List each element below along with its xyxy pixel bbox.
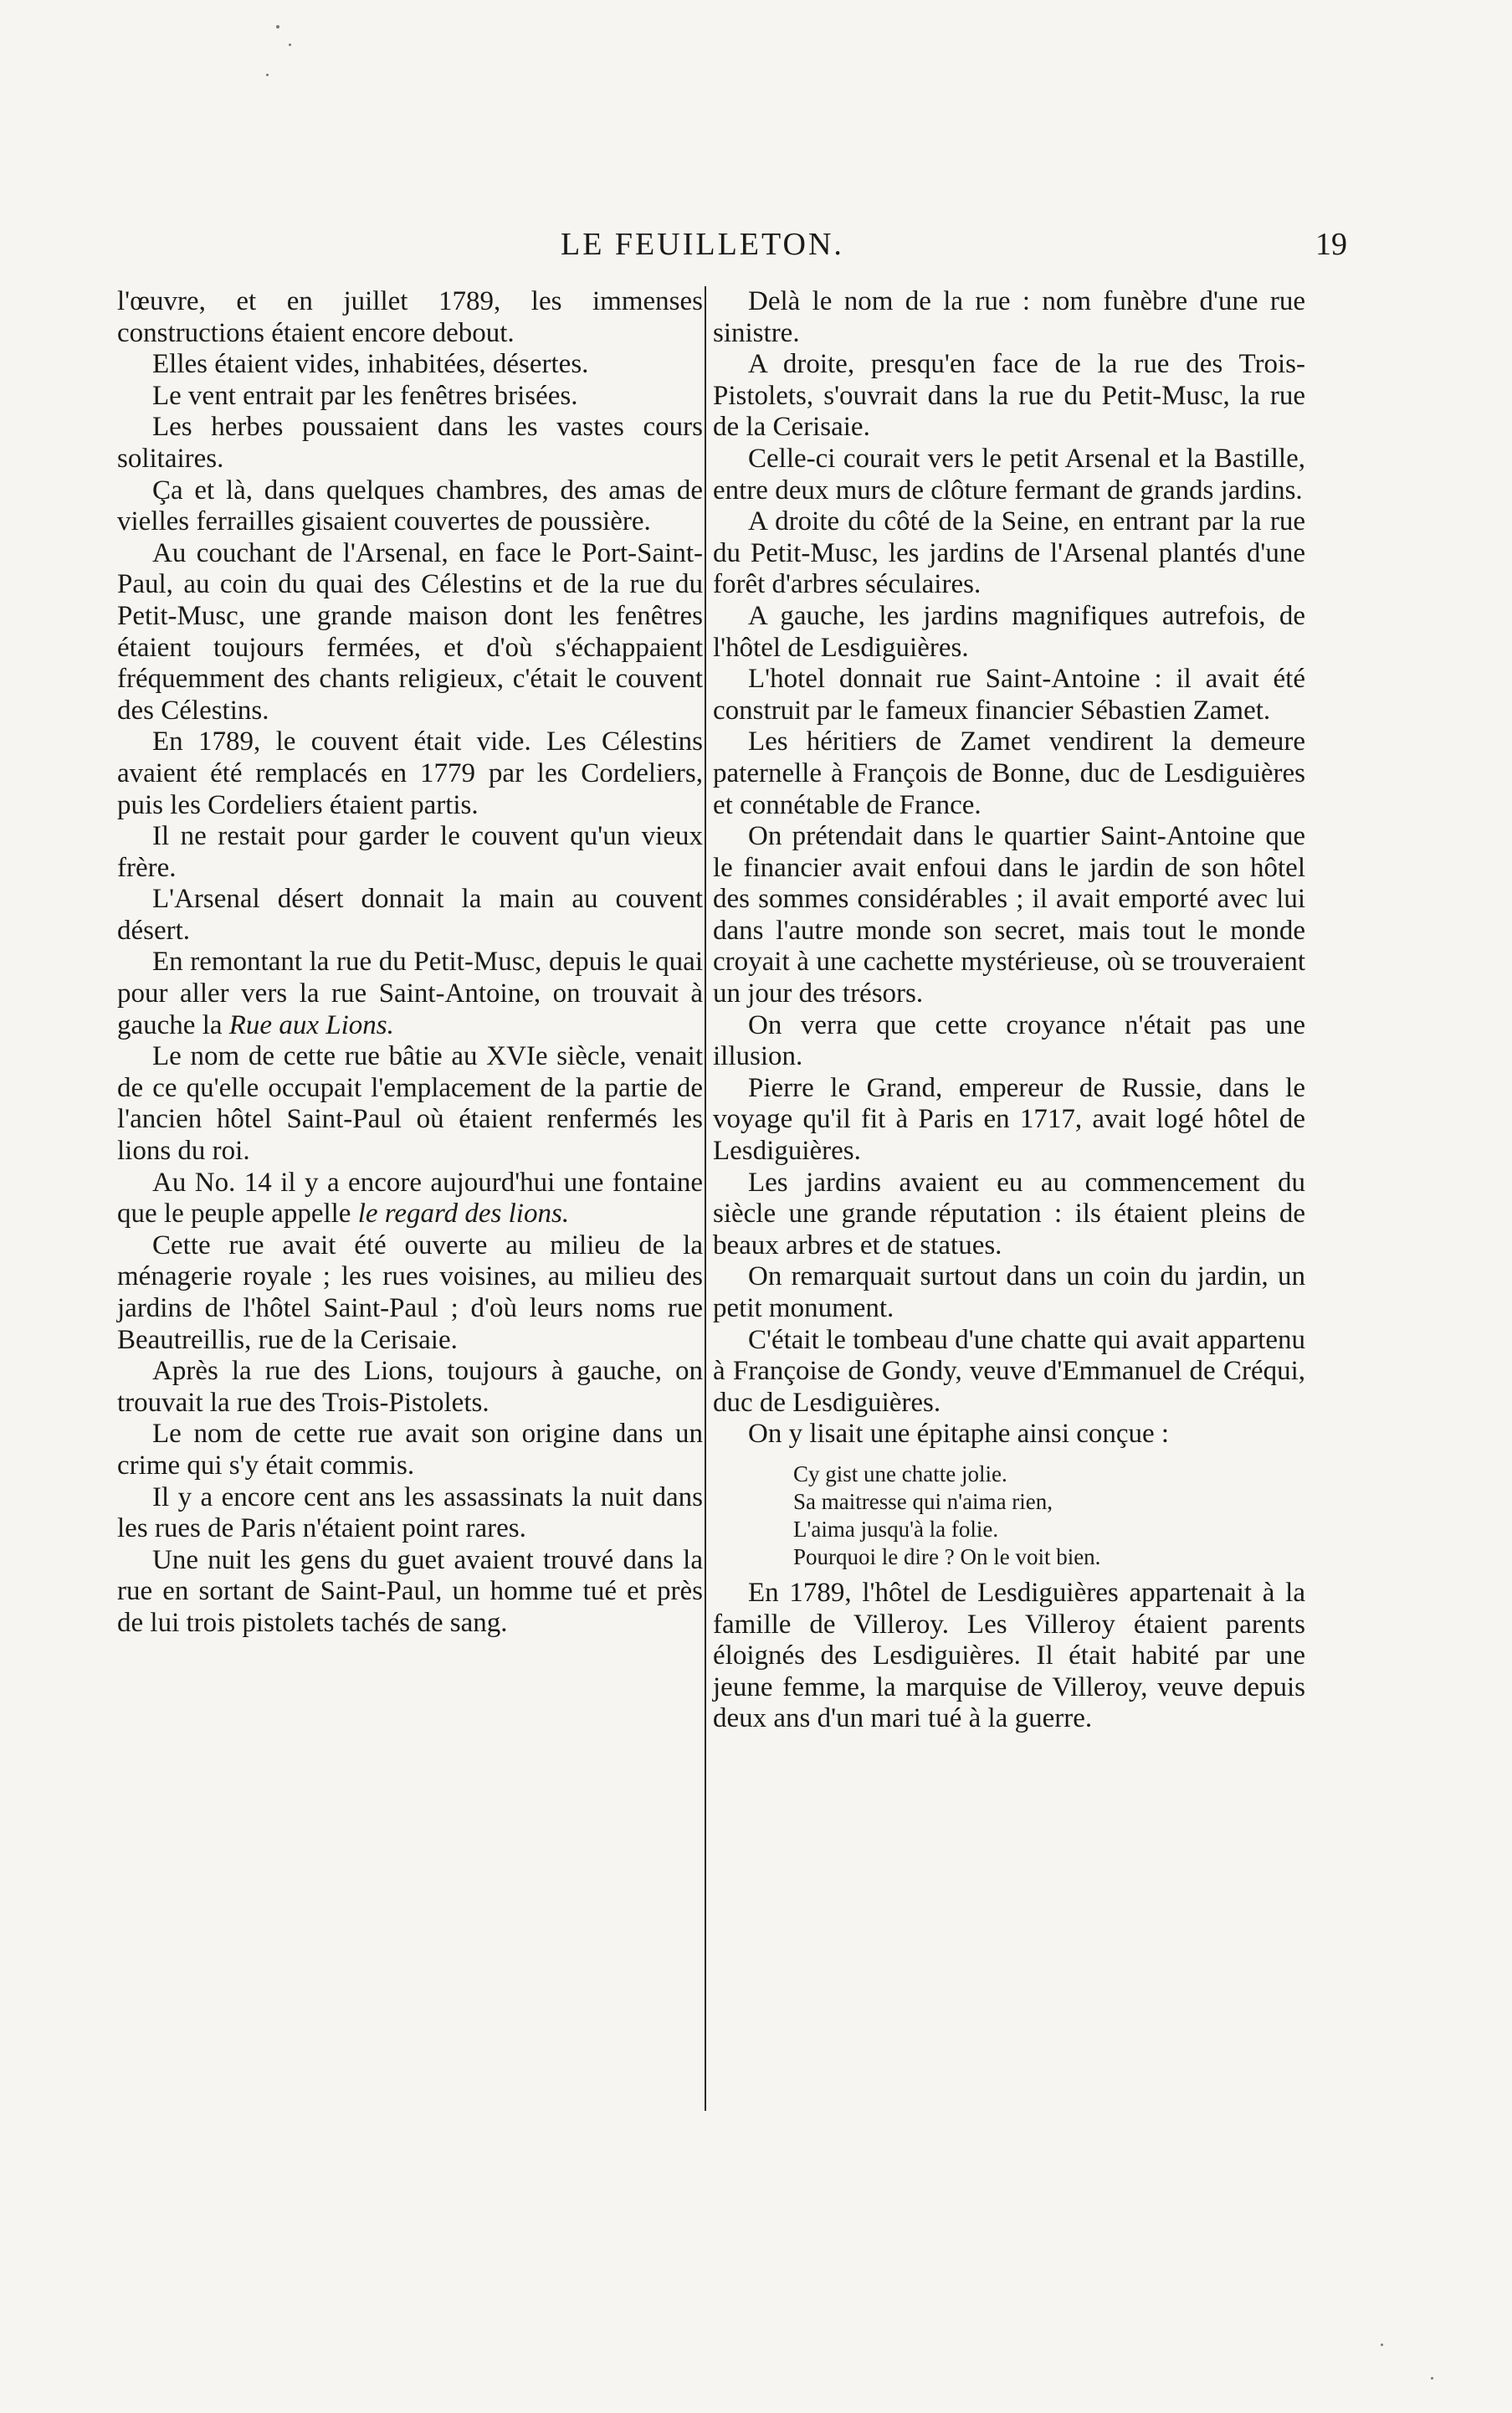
- running-title: LE FEUILLETON.: [561, 227, 844, 262]
- paragraph: [713, 1419, 1305, 1450]
- paragraph: [713, 1578, 1305, 1735]
- right-paragraphs-top: [713, 286, 1305, 1450]
- paragraph-text: Les jardins avaient eu au commencement du siècle une grande réputation : ils étaient pleins de beaux arbres et de statues.: [713, 1167, 1305, 1260]
- paragraph-text: Pierre le Grand, empereur de Russie, dans le voyage qu'il fit à Paris en 1717, avait logé hôtel de Lesdiguières.: [713, 1072, 1305, 1167]
- print-speck: [266, 74, 269, 76]
- paragraph-text: Au No. 14 il y a encore aujourd'hui une fontaine que le peuple appelle: [117, 1167, 703, 1230]
- italic-text: Rue aux Lions.: [228, 1009, 394, 1040]
- paragraph-text: On verra que cette croyance n'était pas une illusion.: [713, 1009, 1305, 1072]
- poem-line: Sa maitresse qui n'aima rien,: [793, 1488, 1053, 1514]
- paragraph-text: On remarquait surtout dans un coin du jardin, un petit monument.: [713, 1261, 1305, 1323]
- paragraph-text: Les herbes poussaient dans les vastes cours solitaires.: [117, 412, 703, 474]
- left-column: [117, 286, 703, 1640]
- paragraph: [117, 1230, 703, 1356]
- paragraph: [713, 349, 1305, 444]
- paragraph-text: Les héritiers de Zamet vendirent la demeure paternelle à François de Bonne, duc de Lesdiguières et connétable de France.: [713, 726, 1305, 820]
- paragraph-text: En 1789, le couvent était vide. Les Célestins avaient été remplacés en 1779 par les Cordeliers, puis les Cordeliers étaient partis.: [117, 726, 703, 820]
- paragraph: [713, 821, 1305, 1010]
- paragraph: [713, 1010, 1305, 1073]
- poem-line: L'aima jusqu'à la folie.: [793, 1516, 999, 1542]
- column-rule: [705, 286, 706, 2111]
- paragraph-text: En remontant la rue du Petit-Musc, depuis le quai pour aller vers la rue Saint-Antoine, on trouvait à gauche la: [117, 947, 703, 1040]
- paragraph: [117, 947, 703, 1041]
- poem-line: Pourquoi le dire ? On le voit bien.: [793, 1543, 1101, 1569]
- paragraph: [117, 1545, 703, 1640]
- paragraph: [713, 1168, 1305, 1262]
- page-header: [117, 226, 1347, 273]
- paragraph: [117, 1168, 703, 1230]
- paragraph-text: A droite du côté de la Seine, en entrant par la rue du Petit-Musc, les jardins de l'Arsenal plantés d'une forêt d'arbres séculaires.: [713, 506, 1305, 600]
- paragraph: [713, 1073, 1305, 1168]
- paragraph-text: Le nom de cette rue avait son origine dans un crime qui s'y était commis.: [117, 1419, 703, 1481]
- epitaph-poem: [793, 1461, 1305, 1571]
- paragraph: [117, 1356, 703, 1419]
- paragraph-text: Une nuit les gens du guet avaient trouvé dans la rue en sortant de Saint-Paul, un homme tué et près de lui trois pistolets tachés de sang.: [117, 1544, 703, 1638]
- paragraph-text: En 1789, l'hôtel de Lesdiguières appartenait à la famille de Villeroy. Les Villeroy étaient parents éloignés des Lesdiguières. Il était habité par une jeune femme, la marquise de Villeroy, veuve depuis deux ans d'un mari tué à la guerre.: [713, 1577, 1305, 1734]
- paragraph-text: On prétendait dans le quartier Saint-Antoine que le financier avait enfoui dans le jardin de son hôtel des sommes considérables ; il avait emporté avec lui dans l'autre monde son secret, mais tout le monde croyait à une cachette mystérieuse, où se trouveraient un jour des trésors.: [713, 821, 1305, 1009]
- paragraph-text: L'hotel donnait rue Saint-Antoine : il avait été construit par le fameux financier Sébastien Zamet.: [713, 664, 1305, 726]
- paragraph: [713, 1261, 1305, 1324]
- paragraph-text: Le nom de cette rue bâtie au XVIe siècle, venait de ce qu'elle occupait l'emplacement de la partie de l'ancien hôtel Saint-Paul où étaient renfermés les lions du roi.: [117, 1041, 703, 1167]
- paragraph: [117, 726, 703, 821]
- paragraph: [117, 1419, 703, 1481]
- paragraph: [713, 506, 1305, 601]
- paragraph-text: Celle-ci courait vers le petit Arsenal et la Bastille, entre deux murs de clôture fermant de grands jardins.: [713, 443, 1305, 506]
- paragraph-text: l'œuvre, et en juillet 1789, les immenses constructions étaient encore debout.: [117, 286, 703, 348]
- paragraph: [713, 1325, 1305, 1420]
- paragraph-text: Cette rue avait été ouverte au milieu de la ménagerie royale ; les rues voisines, au milieu des jardins de l'hôtel Saint-Paul ; d'où leurs noms rue Beautreillis, rue de la Cerisaie.: [117, 1230, 703, 1355]
- paragraph-text: On y lisait une épitaphe ainsi conçue :: [748, 1419, 1170, 1450]
- paragraph: [117, 286, 703, 349]
- paragraph-text: Elles étaient vides, inhabitées, désertes.: [152, 349, 589, 380]
- paragraph: [117, 821, 703, 884]
- page-number: 19: [1315, 227, 1347, 262]
- paragraph: [117, 1482, 703, 1545]
- print-speck: [276, 25, 279, 28]
- paragraph-text: Delà le nom de la rue : nom funèbre d'une rue sinistre.: [713, 286, 1305, 348]
- paragraph: [117, 1041, 703, 1167]
- paragraph: [713, 601, 1305, 664]
- right-paragraphs-bottom: [713, 1578, 1305, 1735]
- right-column: [713, 286, 1305, 1735]
- paragraph: [117, 412, 703, 475]
- italic-text: le regard des lions.: [357, 1199, 570, 1230]
- paragraph: [117, 381, 703, 413]
- paragraph: [713, 286, 1305, 349]
- paragraph-text: A droite, presqu'en face de la rue des Trois-Pistolets, s'ouvrait dans la rue du Petit-Musc, la rue de la Cerisaie.: [713, 349, 1305, 443]
- paragraph: [117, 349, 703, 381]
- print-speck: [1431, 2377, 1433, 2380]
- paragraph: [713, 664, 1305, 726]
- paragraph-text: Ça et là, dans quelques chambres, des amas de vielles ferrailles gisaient couvertes de poussière.: [117, 475, 703, 537]
- print-speck: [1381, 2344, 1383, 2346]
- paragraph: [713, 444, 1305, 506]
- paragraph: [713, 726, 1305, 821]
- paragraph: [117, 884, 703, 947]
- paragraph-text: Le vent entrait par les fenêtres brisées.: [152, 380, 578, 411]
- paragraph: [117, 475, 703, 538]
- paragraph-text: Au couchant de l'Arsenal, en face le Port-Saint-Paul, au coin du quai des Célestins et de la rue du Petit-Musc, une grande maison dont les fenêtres étaient toujours fermées, et d'où s'échappaient fréquemment des chants religieux, c'était le couvent des Célestins.: [117, 537, 703, 726]
- paragraph-text: Il ne restait pour garder le couvent qu'un vieux frère.: [117, 821, 703, 883]
- paragraph-text: Il y a encore cent ans les assassinats la nuit dans les rues de Paris n'étaient point rares.: [117, 1481, 703, 1544]
- paragraph: [117, 538, 703, 727]
- print-speck: [289, 44, 291, 46]
- paragraph-text: C'était le tombeau d'une chatte qui avait appartenu à Françoise de Gondy, veuve d'Emmanuel de Créqui, duc de Lesdiguières.: [713, 1324, 1305, 1418]
- paragraph-text: A gauche, les jardins magnifiques autrefois, de l'hôtel de Lesdiguières.: [713, 600, 1305, 663]
- paragraph-text: Après la rue des Lions, toujours à gauche, on trouvait la rue des Trois-Pistolets.: [117, 1356, 703, 1418]
- poem-line: Cy gist une chatte jolie.: [793, 1461, 1007, 1486]
- paragraph-text: L'Arsenal désert donnait la main au couvent désert.: [117, 884, 703, 946]
